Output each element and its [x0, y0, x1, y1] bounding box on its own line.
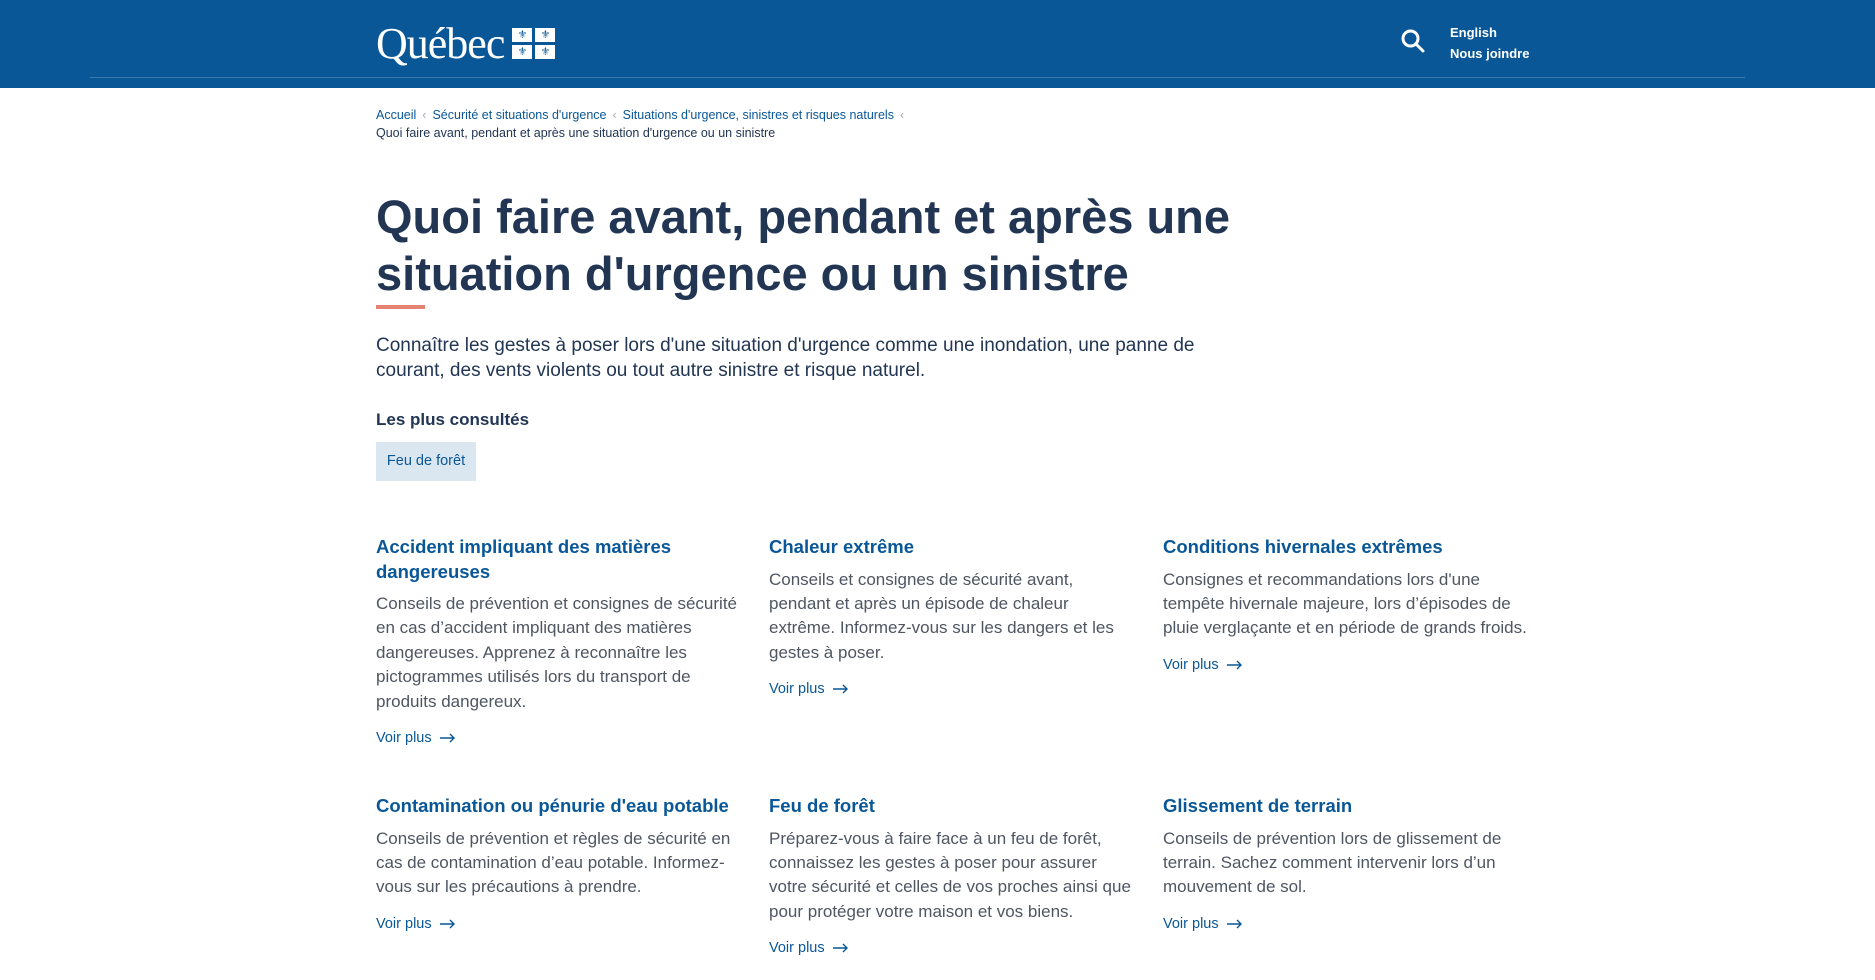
breadcrumb-current: Quoi faire avant, pendant et après une situation d'urgence ou un sinistre	[376, 126, 776, 140]
arrow-right-icon	[833, 943, 849, 953]
card-description: Conseils et consignes de sécurité avant, pendant et après un épisode de chaleur extrême. Informez-vous sur les dangers et les gestes à poser.	[769, 569, 1114, 662]
see-more-link[interactable]	[769, 940, 1134, 956]
card-title[interactable]: Conditions hivernales extrêmes	[1163, 536, 1443, 557]
breadcrumb	[376, 106, 1076, 142]
card-title[interactable]: Feu de forêt	[769, 795, 875, 816]
topic-card	[1163, 535, 1528, 673]
page-title: Quoi faire avant, pendant et après une situation d'urgence ou un sinistre	[376, 190, 1231, 300]
see-more-label: Voir plus	[376, 915, 432, 932]
breadcrumb-emergencies[interactable]: Situations d'urgence, sinistres et risques naturels	[622, 108, 894, 122]
chevron-left-icon: ‹	[899, 108, 905, 122]
arrow-right-icon	[440, 733, 456, 743]
most-viewed-label: Les plus consultés	[376, 410, 530, 429]
logo-wordmark: Québec	[376, 19, 505, 68]
english-link[interactable]: English	[1450, 25, 1497, 40]
card-description: Consignes et recommandations lors d'une tempête hivernale majeure, lors d’épisodes de pluie verglaçante et en période de grands froids.	[1163, 569, 1527, 638]
see-more-link[interactable]	[376, 916, 741, 932]
most-viewed-tag[interactable]: Feu de forêt	[376, 442, 476, 481]
see-more-link[interactable]	[1163, 916, 1528, 932]
arrow-right-icon	[440, 919, 456, 929]
arrow-right-icon	[1227, 919, 1243, 929]
contact-link[interactable]: Nous joindre	[1450, 46, 1530, 61]
search-icon[interactable]	[1400, 28, 1426, 54]
card-title[interactable]: Contamination ou pénurie d'eau potable	[376, 795, 729, 816]
see-more-label: Voir plus	[769, 940, 825, 957]
breadcrumb-home[interactable]: Accueil	[376, 108, 417, 122]
see-more-link[interactable]	[376, 730, 741, 746]
card-description: Préparez-vous à faire face à un feu de forêt, connaissez les gestes à poser pour assurer votre sécurité et celles de vos proches ainsi que pour protéger votre maison et vos biens.	[769, 828, 1131, 921]
card-description: Conseils de prévention et règles de sécurité en cas de contamination d’eau potable. Informez-vous sur les précautions à prendre.	[376, 828, 731, 897]
card-title[interactable]: Chaleur extrême	[769, 536, 914, 557]
see-more-label: Voir plus	[769, 681, 825, 698]
fleurdelise-flag-icon: ⚜ ⚜ ⚜ ⚜	[512, 28, 555, 59]
topic-card	[376, 535, 741, 746]
topic-card	[769, 535, 1134, 697]
chevron-left-icon: ‹	[612, 108, 617, 122]
see-more-link[interactable]	[769, 681, 1134, 697]
quebec-logo[interactable]	[376, 18, 555, 69]
see-more-label: Voir plus	[376, 730, 432, 747]
site-header	[0, 0, 1875, 88]
arrow-right-icon	[833, 684, 849, 694]
card-title[interactable]: Accident impliquant des matières dangereuses	[376, 536, 672, 582]
card-title[interactable]: Glissement de terrain	[1163, 795, 1353, 816]
see-more-label: Voir plus	[1163, 915, 1219, 932]
chevron-left-icon: ‹	[422, 108, 427, 122]
card-description: Conseils de prévention et consignes de sécurité en cas d’accident impliquant des matières dangereuses. Apprenez à reconnaître les pictogrammes utilisés lors du transport de produits dangereux.	[376, 594, 737, 711]
lead-paragraph: Connaître les gestes à poser lors d'une situation d'urgence comme une inondation, une panne de courant, des vents violents ou tout autre sinistre et risque naturel.	[376, 335, 1195, 381]
topic-card	[769, 794, 1134, 956]
title-underline	[376, 305, 425, 309]
topic-card	[376, 794, 741, 932]
see-more-label: Voir plus	[1163, 656, 1219, 673]
see-more-link[interactable]	[1163, 657, 1528, 673]
topic-card	[1163, 794, 1528, 932]
header-divider	[90, 77, 1745, 78]
arrow-right-icon	[1227, 660, 1243, 670]
card-description: Conseils de prévention lors de glissement de terrain. Sachez comment intervenir lors d’un mouvement de sol.	[1163, 828, 1502, 897]
breadcrumb-security[interactable]: Sécurité et situations d'urgence	[432, 108, 607, 122]
